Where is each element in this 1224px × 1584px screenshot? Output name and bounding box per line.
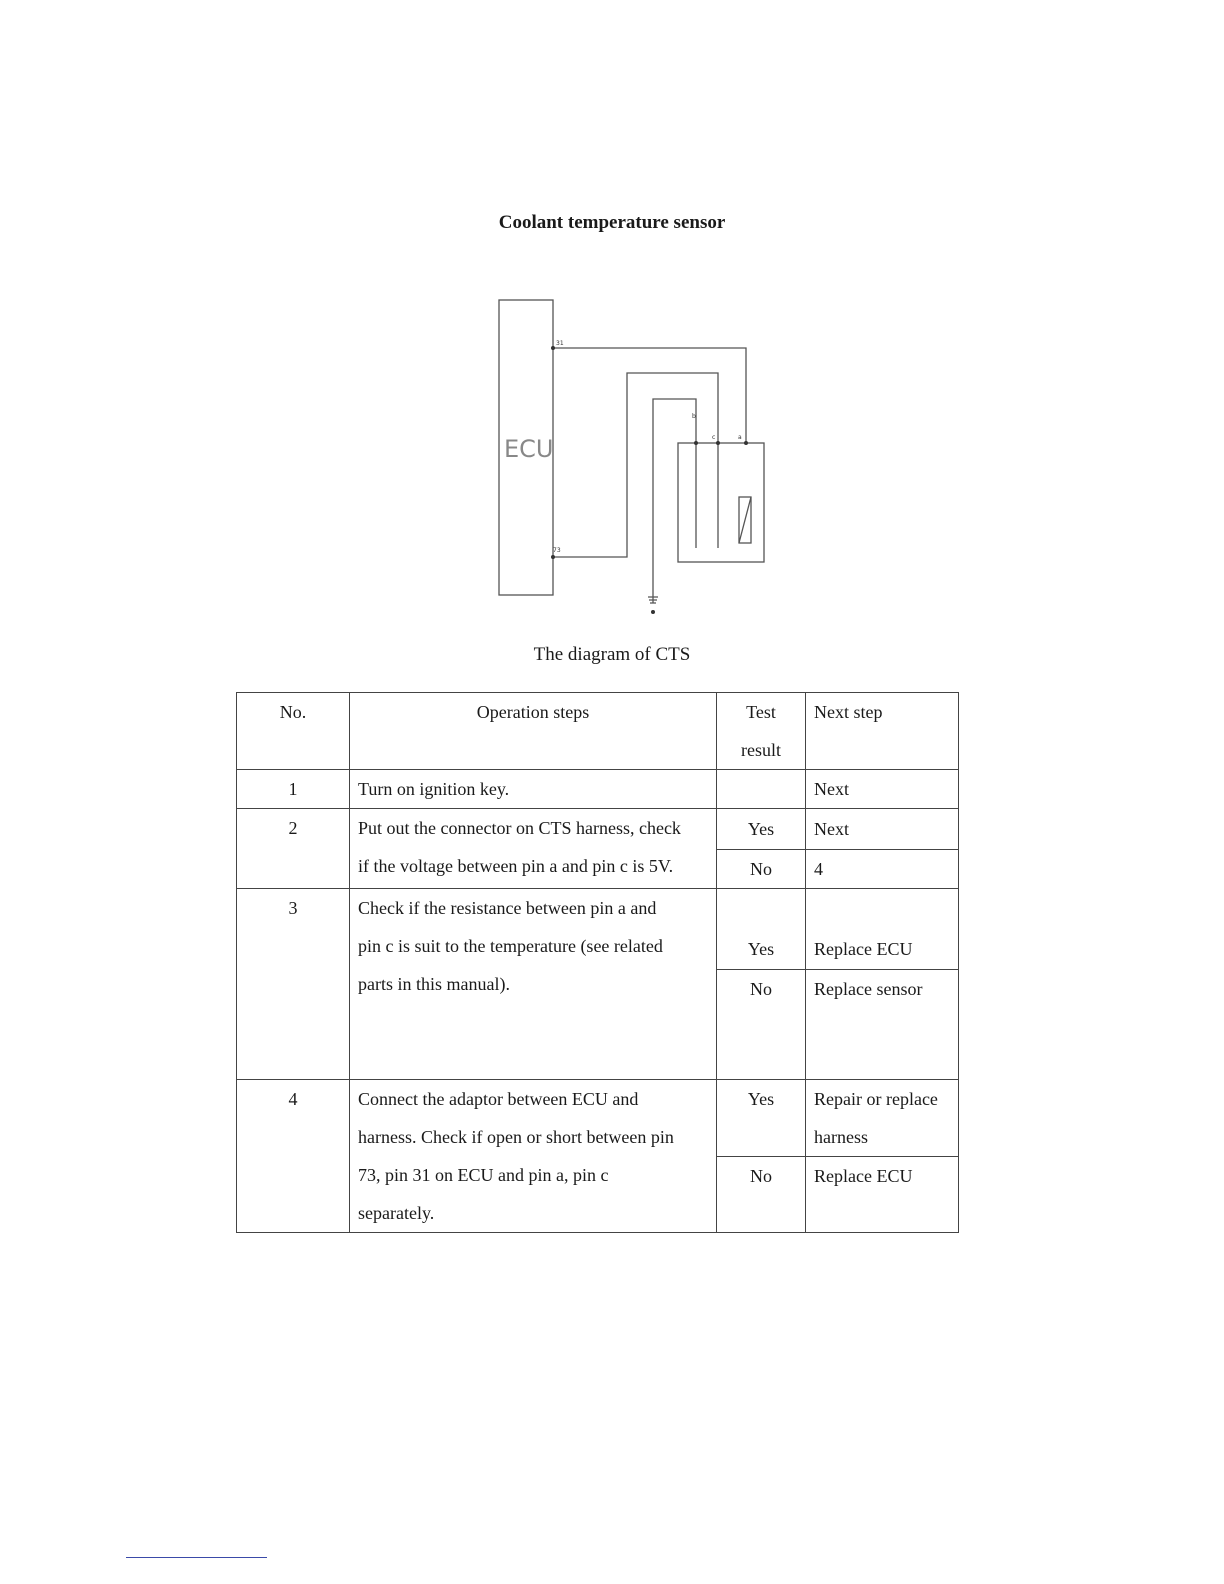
operation-step: Connect the adaptor between ECU and harness. Check if open or short between pin 73, pin 31 on ECU and pin a, pin c separately. [350, 1080, 717, 1233]
operation-step: Check if the resistance between pin a and pin c is suit to the temperature (see related parts in this manual). [350, 889, 717, 1080]
next-step: Repair or replace harness [806, 1080, 959, 1157]
test-result: Yes [717, 809, 806, 850]
operation-step: Turn on ignition key. [350, 770, 717, 809]
test-result [717, 770, 806, 809]
table-row [237, 889, 959, 970]
diagnostic-table [236, 692, 959, 1233]
next-step: 4 [806, 850, 959, 889]
diagram-caption: The diagram of CTS [533, 644, 691, 665]
test-result: Yes [717, 1080, 806, 1157]
test-result: No [717, 1157, 806, 1233]
wire-pin73 [553, 373, 718, 557]
test-result: No [717, 850, 806, 889]
cts-wiring-diagram [470, 290, 790, 620]
wire-pin31 [553, 348, 746, 443]
step-number: 1 [237, 770, 350, 809]
wire-ground [653, 399, 696, 603]
step-number: 2 [237, 809, 350, 889]
test-result: Yes [717, 889, 806, 970]
footnote-separator [126, 1557, 267, 1558]
pin-a-label: a [738, 434, 742, 441]
table-header-row [237, 693, 959, 770]
header-test-result: Test result [717, 693, 806, 770]
pin-73-label: 73 [553, 547, 561, 554]
next-step: Replace ECU [806, 889, 959, 970]
pin-31-label: 31 [556, 340, 564, 347]
pin-b-label: b [692, 413, 696, 420]
test-result: No [717, 970, 806, 1080]
page-title: Coolant temperature sensor [498, 212, 726, 233]
step-number: 4 [237, 1080, 350, 1233]
ecu-label: ECU [504, 435, 554, 463]
next-step: Next [806, 770, 959, 809]
next-step: Next [806, 809, 959, 850]
table-row [237, 1080, 959, 1157]
header-operation-steps: Operation steps [350, 693, 717, 770]
table-row [237, 770, 959, 809]
step-number: 3 [237, 889, 350, 1080]
header-next-step: Next step [806, 693, 959, 770]
next-step: Replace ECU [806, 1157, 959, 1233]
table-row [237, 809, 959, 850]
operation-step: Put out the connector on CTS harness, check if the voltage between pin a and pin c is 5V. [350, 809, 717, 889]
pin-c-label: c [712, 434, 716, 441]
header-no: No. [237, 693, 350, 770]
next-step: Replace sensor [806, 970, 959, 1080]
